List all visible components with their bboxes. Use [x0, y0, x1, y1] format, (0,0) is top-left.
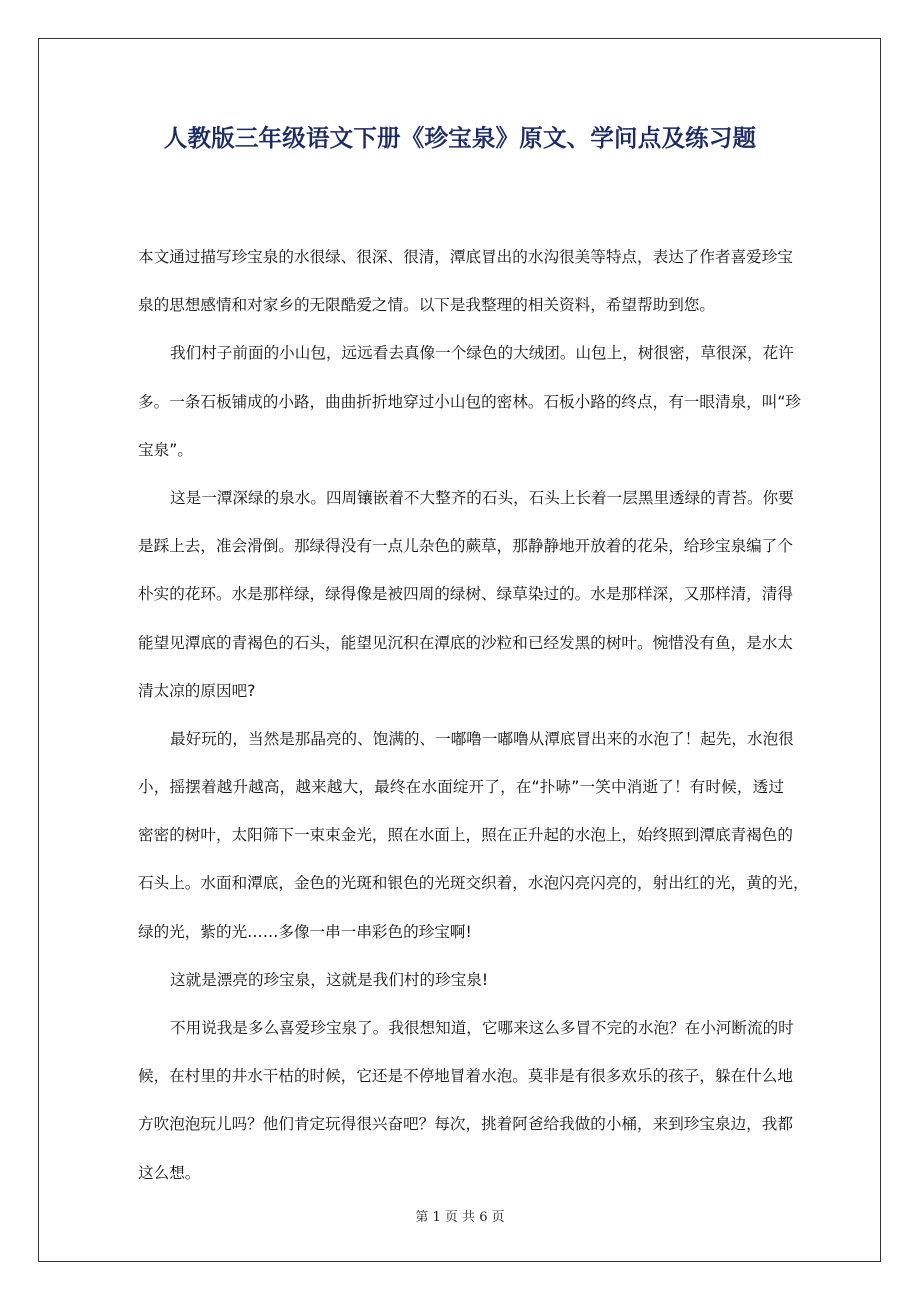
paragraph-line: 密密的树叶，太阳筛下一束束金光，照在水面上，照在正升起的水泡上，始终照到潭底青褐色的	[138, 826, 793, 845]
paragraph-line: 能望见潭底的青褐色的石头，能望见沉积在潭底的沙粒和已经发黑的树叶。惋惜没有鱼，是水太	[138, 633, 793, 652]
paragraph-line: 多。一条石板铺成的小路，曲曲折折地穿过小山包的密林。石板小路的终点，有一眼清泉，叫“珍	[138, 392, 802, 411]
document-title: 人教版三年级语文下册《珍宝泉》原文、学问点及练习题	[163, 124, 757, 152]
paragraph-line: 我们村子前面的小山包，远远看去真像一个绿色的大绒团。山包上，树很密，草很深，花许	[170, 344, 794, 363]
paragraph-line: 宝泉”。	[138, 440, 193, 459]
paragraph-line: 不用说我是多么喜爱珍宝泉了。我很想知道，它哪来这么多冒不完的水泡？在小河断流的时	[170, 1019, 794, 1037]
paragraph-line: 小，摇摆着越升越高，越来越大，最终在水面绽开了，在“扑哧”一笑中消逝了！有时候，透过	[138, 778, 784, 797]
paragraph-line: 清太凉的原因吧?	[138, 681, 256, 700]
paragraph	[138, 1004, 794, 1197]
paragraph-line: 最好玩的，当然是那晶亮的、饱满的、一嘟噜一嘟噜从潭底冒出来的水泡了！起先，水泡很	[170, 729, 794, 748]
paragraph-line: 石头上。水面和潭底，金色的光斑和银色的光斑交织着，水泡闪亮闪亮的，射出红的光，黄的光，	[138, 874, 809, 893]
paragraph-line: 候，在村里的井水干枯的时候，它还是不停地冒着水泡。莫非是有很多欢乐的孩子，躲在什么地	[138, 1067, 793, 1086]
page-number-footer: 第 1 页 共 6 页	[415, 1210, 505, 1225]
paragraph-line: 方吹泡泡玩儿吗？他们肯定玩得很兴奋吧？每次，挑着阿爸给我做的小桶，来到珍宝泉边，我都	[138, 1115, 793, 1134]
paragraph-line: 是踩上去，准会滑倒。那绿得没有一点儿杂色的蕨草，那静静地开放着的花朵，给珍宝泉编了个	[138, 537, 793, 556]
document-body	[138, 233, 809, 1197]
paragraph	[138, 233, 793, 329]
paragraph-line: 绿的光，紫的光……多像一串一串彩色的珍宝啊!	[138, 922, 472, 941]
paragraph	[138, 474, 794, 715]
paragraph-line: 泉的思想感情和对家乡的无限酷爱之情。以下是我整理的相关资料，希望帮助到您。	[138, 296, 715, 315]
paragraph-line: 朴实的花环。水是那样绿，绿得像是被四周的绿树、绿草染过的。水是那样深，又那样清，清得	[138, 585, 793, 604]
paragraph-line: 这是一潭深绿的泉水。四周镶嵌着不大整齐的石头，石头上长着一层黑里透绿的青苔。你要	[170, 488, 794, 507]
paragraph	[138, 956, 784, 1004]
paragraph	[138, 329, 802, 474]
paragraph-line: 本文通过描写珍宝泉的水很绿、很深、很清，潭底冒出的水沟很美等特点，表达了作者喜爱珍宝	[138, 248, 793, 266]
paragraph-line: 这就是漂亮的珍宝泉，这就是我们村的珍宝泉!	[170, 970, 489, 989]
paragraph	[138, 715, 809, 956]
paragraph-line: 这么想。	[138, 1163, 201, 1182]
